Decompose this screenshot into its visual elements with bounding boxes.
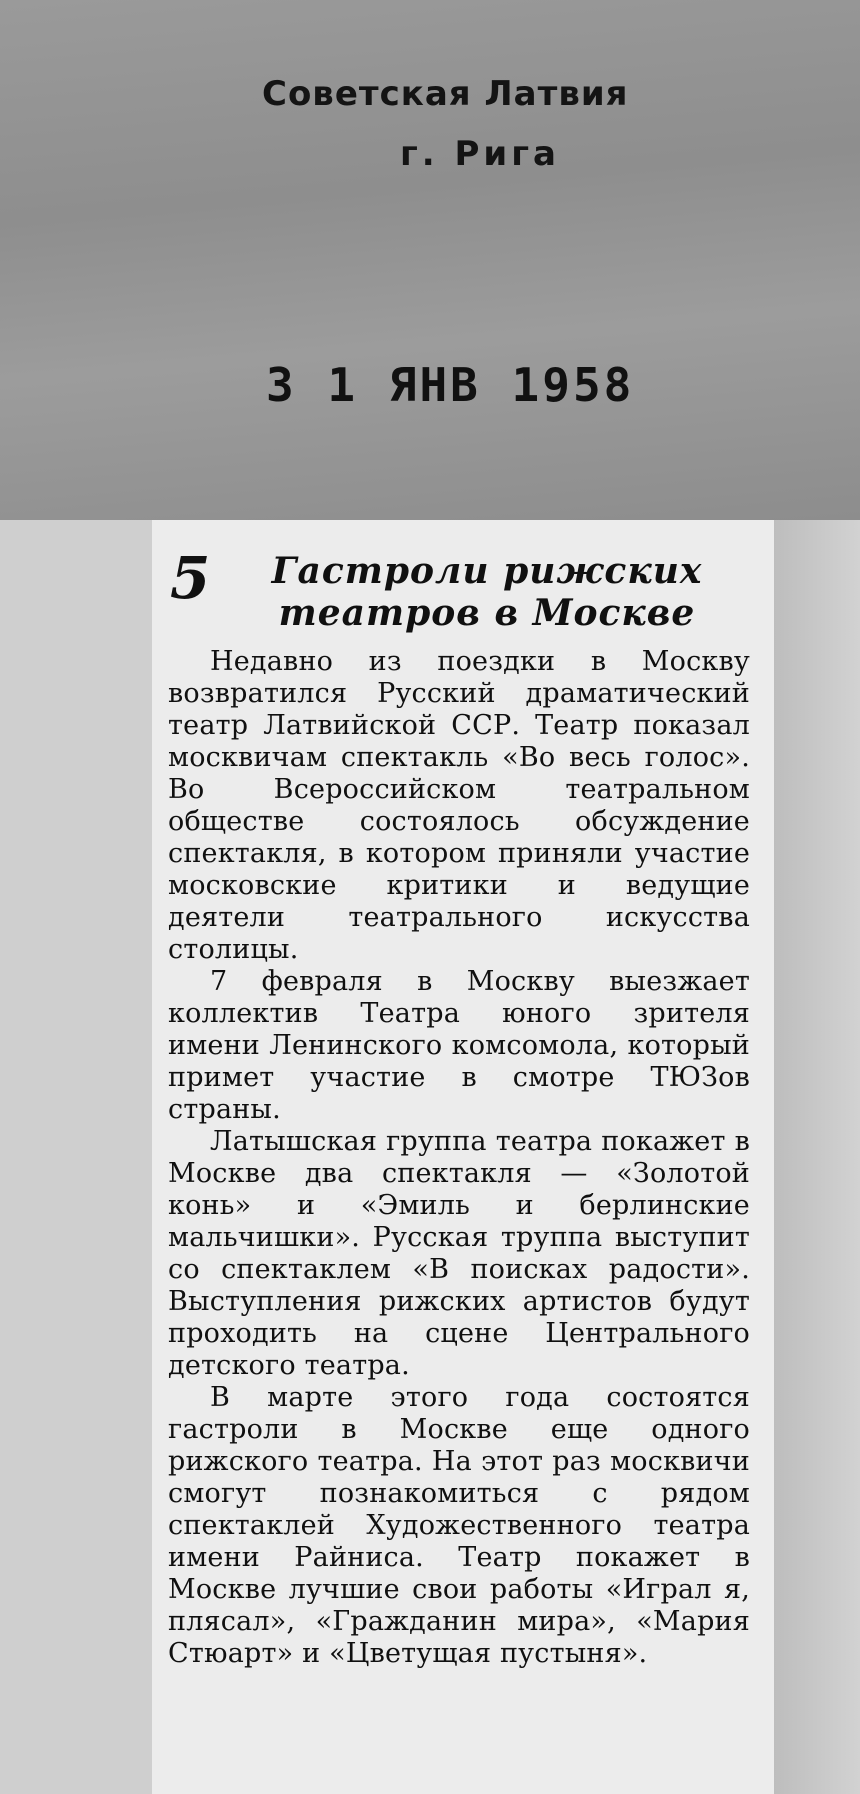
newspaper-clipping <box>152 520 774 1794</box>
newspaper-stamp: Советская Латвия <box>262 74 629 114</box>
stamp-card <box>0 0 860 560</box>
backing-paper-right <box>774 520 860 1794</box>
date-stamp: 3 1 ЯНВ 1958 <box>266 358 635 412</box>
backing-paper-left <box>0 520 152 1794</box>
article-paragraph: 7 февраля в Москву выезжает коллектив Театра юного зрителя имени Ленинского комсомола, который примет участие в смотре ТЮЗов страны. <box>168 966 750 1125</box>
headline-line: театров в Москве <box>278 592 696 634</box>
article-paragraph: В марте этого года состоятся гастроли в Москве еще одного рижского театра. На этот раз москвичи смогут познакомиться с рядом спектаклей Художественного театра имени Райниса. Театр покажет в Москве лучшие свои работы «Играл я, плясал», «Гражданин мира», «Мария Стюарт» и «Цветущая пустыня». <box>168 1382 750 1669</box>
article-paragraph: Недавно из поездки в Москву возвратился Русский драматический театр Латвийской ССР. Театр показал москвичам спектакль «Во весь голос». Во Всероссийском театральном обществе состоялось обсуждение спектакля, в котором приняли участие московские критики и ведущие деятели театрального искусства столицы. <box>168 646 750 965</box>
city-stamp: г. Рига <box>400 134 560 174</box>
article-headline <box>224 550 750 634</box>
handwritten-mark: 5 <box>170 544 211 612</box>
article-paragraph: Латышская группа театра покажет в Москве два спектакля — «Золотой конь» и «Эмиль и берлинские мальчишки». Русская труппа выступит со спектаклем «В поисках радости». Выступления рижских артистов будут проходить на сцене Центрального детского театра. <box>168 1126 750 1381</box>
headline-line: Гастроли рижских <box>271 550 703 592</box>
article-body <box>168 646 750 1670</box>
